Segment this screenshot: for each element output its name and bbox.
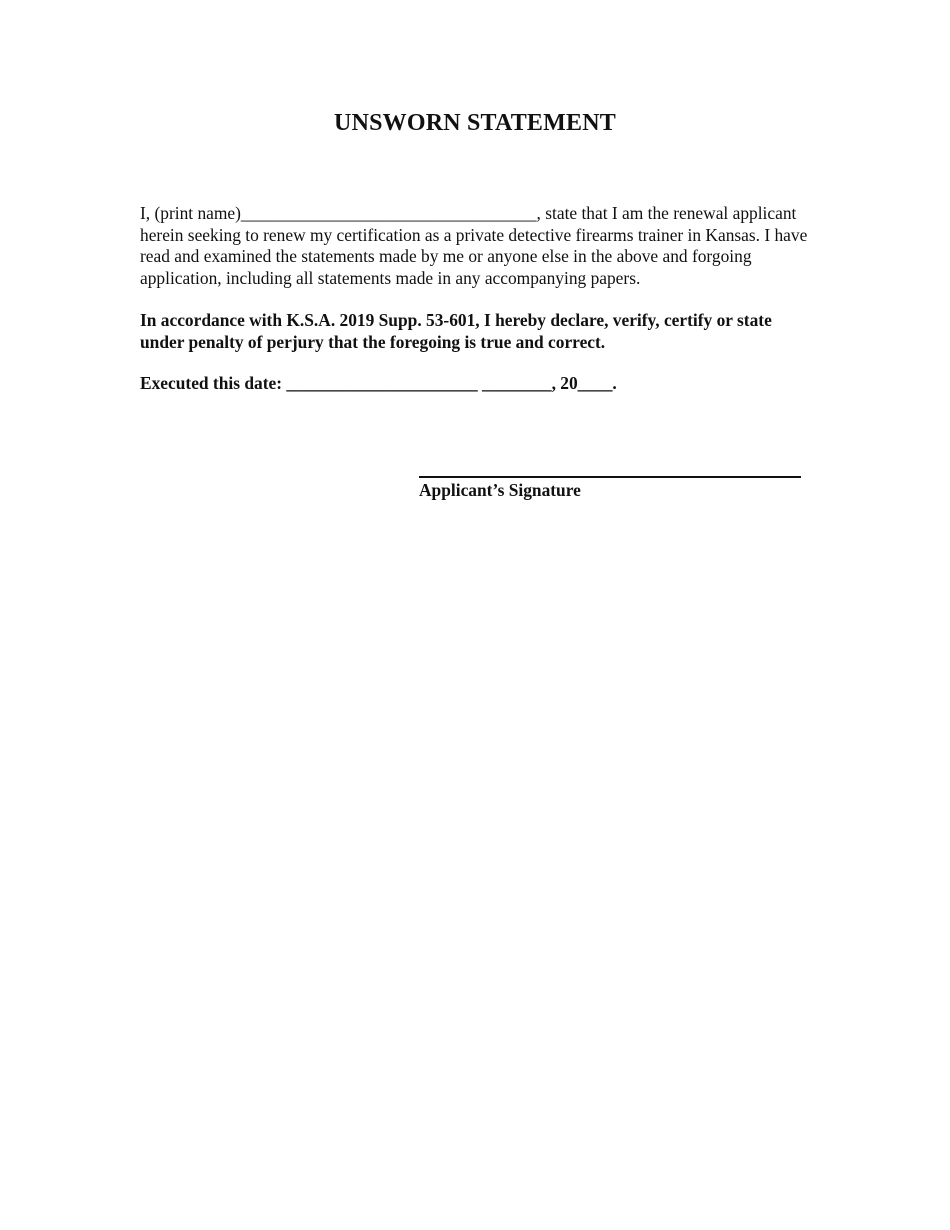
executed-date-line: Executed this date: ______________________ ________, 20____. (140, 373, 617, 393)
perjury-declaration: In accordance with K.S.A. 2019 Supp. 53-601, I hereby declare, verify, certify or state under penalty of perjury that the foregoing is true and correct. (140, 310, 772, 352)
document-title: UNSWORN STATEMENT (334, 110, 616, 136)
signature-line (419, 476, 801, 478)
statement-paragraph: I, (print name)__________________________________, state that I am the renewal applicant herein seeking to renew my certification as a private detective firearms trainer in Kansas. I have read and examined the statements made by me or anyone else in the above and forgoing application, including all statements made in any accompanying papers. (140, 203, 808, 288)
signature-label: Applicant’s Signature (419, 480, 581, 500)
